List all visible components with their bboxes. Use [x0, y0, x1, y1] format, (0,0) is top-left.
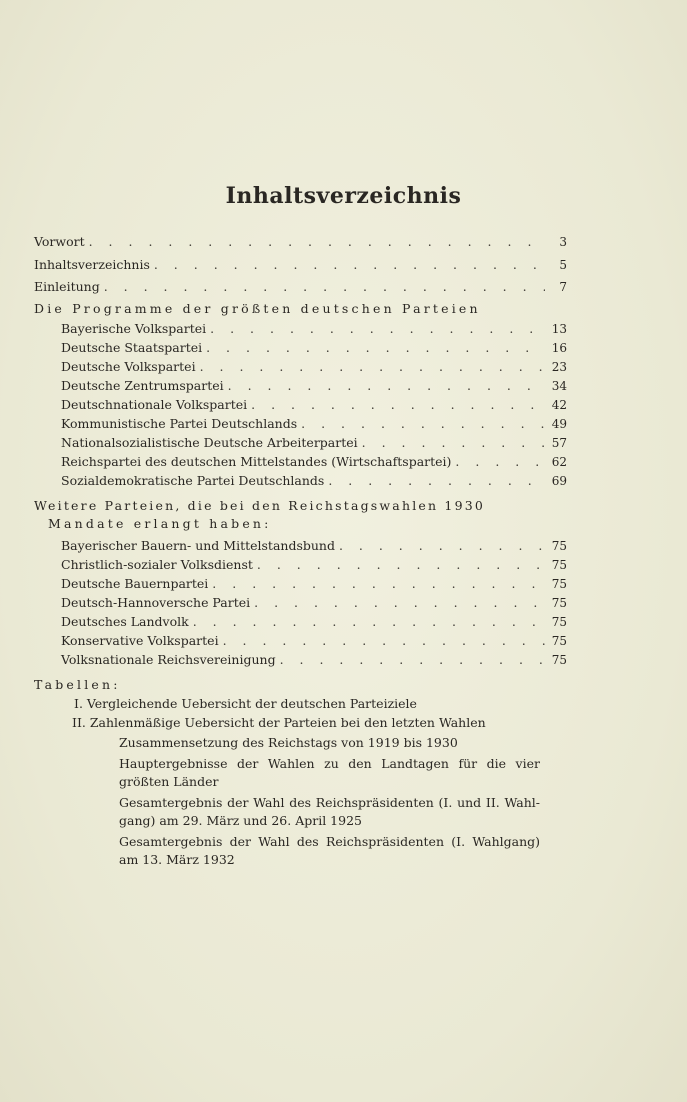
- dot-leader: [228, 376, 545, 396]
- toc-entry: [34, 232, 567, 252]
- dot-leader: [254, 593, 545, 613]
- toc-entry-page: 75: [551, 615, 567, 629]
- toc-entry: [61, 414, 567, 434]
- toc-entry-label: Bayerischer Bauern- und Mittelstandsbund: [61, 538, 335, 553]
- toc-entry: [61, 452, 567, 472]
- dot-leader: [257, 555, 545, 575]
- dot-leader: [455, 452, 545, 472]
- toc-entry-label: Deutsche Staatspartei: [61, 340, 203, 355]
- toc-entry: [61, 433, 567, 453]
- table-item: II. Zahlenmäßige Uebersicht der Parteien bei den letzten Wahlen: [72, 715, 486, 730]
- page-title: Inhaltsverzeichnis: [225, 183, 462, 209]
- table-subitem: Zusammensetzung des Reichstags von 1919 bis 1930: [119, 735, 458, 750]
- toc-entry-page: 75: [551, 577, 567, 591]
- table-subitem: Gesamtergebnis der Wahl des Reichspräsidenten (I. und II. Wahl-: [119, 795, 540, 810]
- table-subitem: Gesamtergebnis der Wahl des Reichspräsidenten (I. Wahlgang): [119, 834, 540, 849]
- toc-entry-label: Christlich-sozialer Volksdienst: [61, 557, 253, 572]
- toc-entry: [61, 471, 567, 491]
- dot-leader: [89, 232, 545, 252]
- toc-entry: [34, 255, 567, 275]
- toc-entry-label: Einleitung: [34, 279, 100, 294]
- toc-entry-page: 75: [551, 634, 567, 648]
- toc-entry: [61, 631, 567, 651]
- toc-entry: [61, 357, 567, 377]
- toc-entry: [61, 574, 567, 594]
- toc-entry-page: 62: [551, 455, 567, 469]
- toc-entry: [61, 376, 567, 396]
- toc-entry-page: 75: [551, 596, 567, 610]
- dot-leader: [206, 338, 545, 358]
- toc-entry: [61, 555, 567, 575]
- toc-entry-label: Volksnationale Reichsvereinigung: [61, 652, 276, 667]
- dot-leader: [339, 536, 545, 556]
- toc-entry: [61, 338, 567, 358]
- toc-entry-label: Vorwort: [34, 234, 85, 249]
- toc-entry-page: 57: [551, 436, 567, 450]
- section-heading: Weitere Parteien, die bei den Reichstagswahlen 1930: [34, 498, 486, 513]
- toc-entry-page: 42: [551, 398, 567, 412]
- toc-entry-page: 23: [551, 360, 567, 374]
- table-subitem-continued: gang) am 29. März und 26. April 1925: [119, 813, 362, 828]
- toc-entry: [61, 395, 567, 415]
- dot-leader: [154, 255, 545, 275]
- toc-entry-label: Bayerische Volkspartei: [61, 321, 207, 336]
- dot-leader: [210, 319, 545, 339]
- toc-entry: [34, 277, 567, 297]
- toc-entry: [61, 612, 567, 632]
- toc-entry-page: 5: [559, 258, 567, 272]
- toc-entry-label: Deutsches Landvolk: [61, 614, 189, 629]
- dot-leader: [301, 414, 545, 434]
- toc-entry-page: 49: [551, 417, 567, 431]
- toc-entry-page: 3: [559, 235, 567, 249]
- toc-entry-label: Inhaltsverzeichnis: [34, 257, 150, 272]
- dot-leader: [104, 277, 545, 297]
- toc-entry-page: 69: [551, 474, 567, 488]
- toc-entry-label: Reichspartei des deutschen Mittelstandes (Wirtschaftspartei): [61, 454, 452, 469]
- section-heading: Die Programme der größten deutschen Parteien: [34, 301, 481, 316]
- toc-entry-label: Konservative Volkspartei: [61, 633, 219, 648]
- tables-heading: Tabellen:: [34, 677, 121, 692]
- table-subitem-continued: größten Länder: [119, 774, 219, 789]
- toc-entry: [61, 650, 567, 670]
- toc-entry-label: Deutschnationale Volkspartei: [61, 397, 248, 412]
- toc-entry-label: Deutsche Bauernpartei: [61, 576, 209, 591]
- toc-entry-page: 7: [559, 280, 567, 294]
- table-item: I. Vergleichende Uebersicht der deutschen Parteiziele: [74, 696, 417, 711]
- toc-entry: [61, 536, 567, 556]
- dot-leader: [200, 357, 545, 377]
- toc-entry-label: Kommunistische Partei Deutschlands: [61, 416, 298, 431]
- dot-leader: [212, 574, 545, 594]
- dot-leader: [193, 612, 545, 632]
- toc-entry-label: Deutsch-Hannoversche Partei: [61, 595, 251, 610]
- table-subitem: Hauptergebnisse der Wahlen zu den Landtagen für die vier: [119, 756, 540, 771]
- toc-entry-page: 34: [551, 379, 567, 393]
- section-heading-continued: Mandate erlangt haben:: [48, 516, 272, 531]
- toc-entry-page: 16: [551, 341, 567, 355]
- dot-leader: [328, 471, 545, 491]
- toc-entry-page: 75: [551, 558, 567, 572]
- dot-leader: [362, 433, 545, 453]
- toc-entry-label: Deutsche Volkspartei: [61, 359, 196, 374]
- toc-entry-label: Deutsche Zentrumspartei: [61, 378, 224, 393]
- toc-entry-page: 13: [551, 322, 567, 336]
- toc-entry-page: 75: [551, 539, 567, 553]
- toc-entry-label: Nationalsozialistische Deutsche Arbeiterpartei: [61, 435, 358, 450]
- toc-entry-page: 75: [551, 653, 567, 667]
- dot-leader: [223, 631, 545, 651]
- toc-entry: [61, 593, 567, 613]
- dot-leader: [280, 650, 545, 670]
- toc-entry-label: Sozialdemokratische Partei Deutschlands: [61, 473, 325, 488]
- toc-entry: [61, 319, 567, 339]
- dot-leader: [251, 395, 545, 415]
- table-subitem-continued: am 13. März 1932: [119, 852, 235, 867]
